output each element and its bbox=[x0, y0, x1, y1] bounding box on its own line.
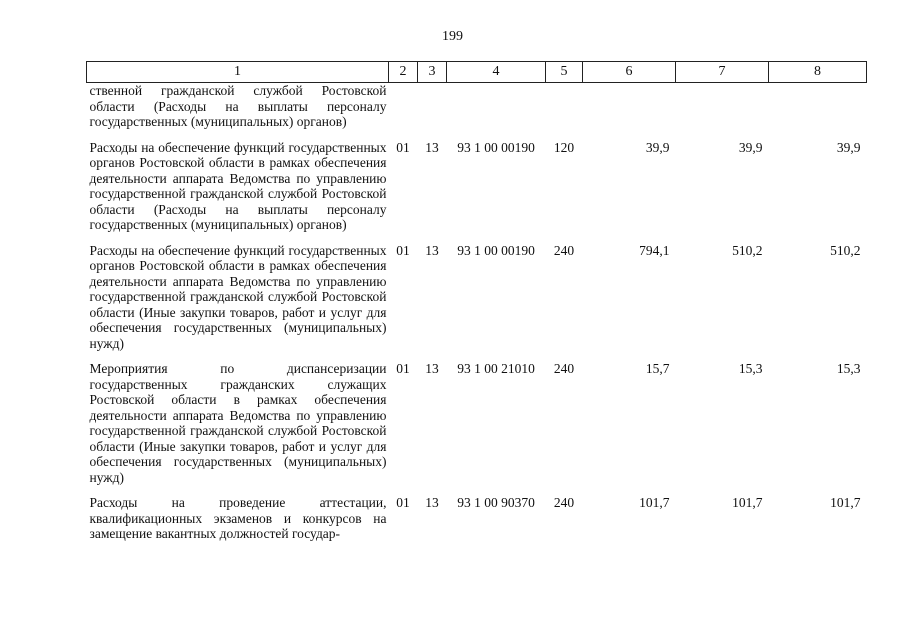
table-row bbox=[87, 495, 867, 542]
subsection-code: 13 bbox=[425, 495, 439, 510]
amount-col-8: 39,9 bbox=[836, 139, 861, 155]
amount-col-6: 15,7 bbox=[645, 361, 670, 376]
subsection-code bbox=[418, 83, 447, 140]
row-description: Расходы на проведение аттестации, квалификационных экзаменов и конкурсов на замещение вакантных должностей государ- bbox=[89, 495, 387, 541]
section-code: 01 bbox=[396, 139, 410, 155]
column-header-1: 1 bbox=[87, 62, 389, 83]
amount-col-7: 101,7 bbox=[732, 495, 763, 510]
amount-col-6 bbox=[583, 83, 676, 140]
section-code bbox=[389, 83, 418, 140]
expense-type-code bbox=[546, 83, 583, 140]
column-header-8: 8 bbox=[769, 62, 867, 83]
column-header-6: 6 bbox=[583, 62, 676, 83]
target-article-code bbox=[447, 83, 546, 140]
expense-type-code: 240 bbox=[553, 495, 575, 510]
amount-col-8: 15,3 bbox=[836, 361, 861, 376]
amount-col-8: 101,7 bbox=[830, 495, 861, 510]
table-row bbox=[87, 243, 867, 362]
target-article-code: 93 1 00 00190 bbox=[457, 242, 535, 258]
section-code: 01 bbox=[396, 242, 410, 258]
table-row bbox=[87, 83, 867, 140]
subsection-code: 13 bbox=[425, 242, 439, 258]
amount-col-6: 101,7 bbox=[639, 495, 670, 510]
budget-table bbox=[86, 61, 867, 542]
amount-col-6: 39,9 bbox=[645, 139, 670, 155]
expense-type-code: 240 bbox=[553, 361, 575, 376]
row-description: Расходы на обеспечение функций государственных органов Ростовской области в рамках обеспечения деятельности аппарата Ведомства по управлению государственной гражданской службой Ростовской области (Расходы на выплаты персоналу государственных (муниципальных) органов) bbox=[89, 139, 387, 232]
row-description: Мероприятия по диспансеризации государственных гражданских служащих Ростовской области в рамках обеспечения деятельности аппарата Ведомства по управлению государственной гражданской службой Ростовской области (Иные закупки товаров, работ и услуг для обеспечения государственных (муниципальных) нужд) bbox=[89, 361, 387, 485]
subsection-code: 13 bbox=[425, 361, 439, 376]
expense-type-code: 120 bbox=[553, 139, 575, 155]
amount-col-6: 794,1 bbox=[639, 242, 670, 258]
expense-type-code: 240 bbox=[553, 242, 575, 258]
section-code: 01 bbox=[396, 361, 410, 376]
target-article-code: 93 1 00 90370 bbox=[457, 495, 535, 510]
table-header-row bbox=[87, 62, 867, 83]
row-description: Расходы на обеспечение функций государственных органов Ростовской области в рамках обеспечения деятельности аппарата Ведомства по управлению государственной гражданской службой Ростовской области (Иные закупки товаров, работ и услуг для обеспечения государственных (муниципальных) нужд) bbox=[89, 242, 387, 351]
amount-col-7 bbox=[676, 83, 769, 140]
table-row bbox=[87, 140, 867, 243]
target-article-code: 93 1 00 21010 bbox=[457, 361, 535, 376]
column-header-7: 7 bbox=[676, 62, 769, 83]
column-header-4: 4 bbox=[447, 62, 546, 83]
target-article-code: 93 1 00 00190 bbox=[457, 139, 535, 155]
column-header-3: 3 bbox=[418, 62, 447, 83]
amount-col-7: 510,2 bbox=[732, 242, 763, 258]
row-description: ственной гражданской службой Ростовской области (Расходы на выплаты персоналу государственных (муниципальных) органов) bbox=[89, 83, 387, 129]
subsection-code: 13 bbox=[425, 139, 439, 155]
amount-col-8 bbox=[769, 83, 867, 140]
column-header-5: 5 bbox=[546, 62, 583, 83]
amount-col-7: 15,3 bbox=[738, 361, 763, 376]
page-number: 199 bbox=[442, 29, 463, 44]
section-code: 01 bbox=[396, 495, 410, 510]
table-row bbox=[87, 361, 867, 495]
column-header-2: 2 bbox=[389, 62, 418, 83]
amount-col-8: 510,2 bbox=[830, 242, 861, 258]
amount-col-7: 39,9 bbox=[738, 139, 763, 155]
